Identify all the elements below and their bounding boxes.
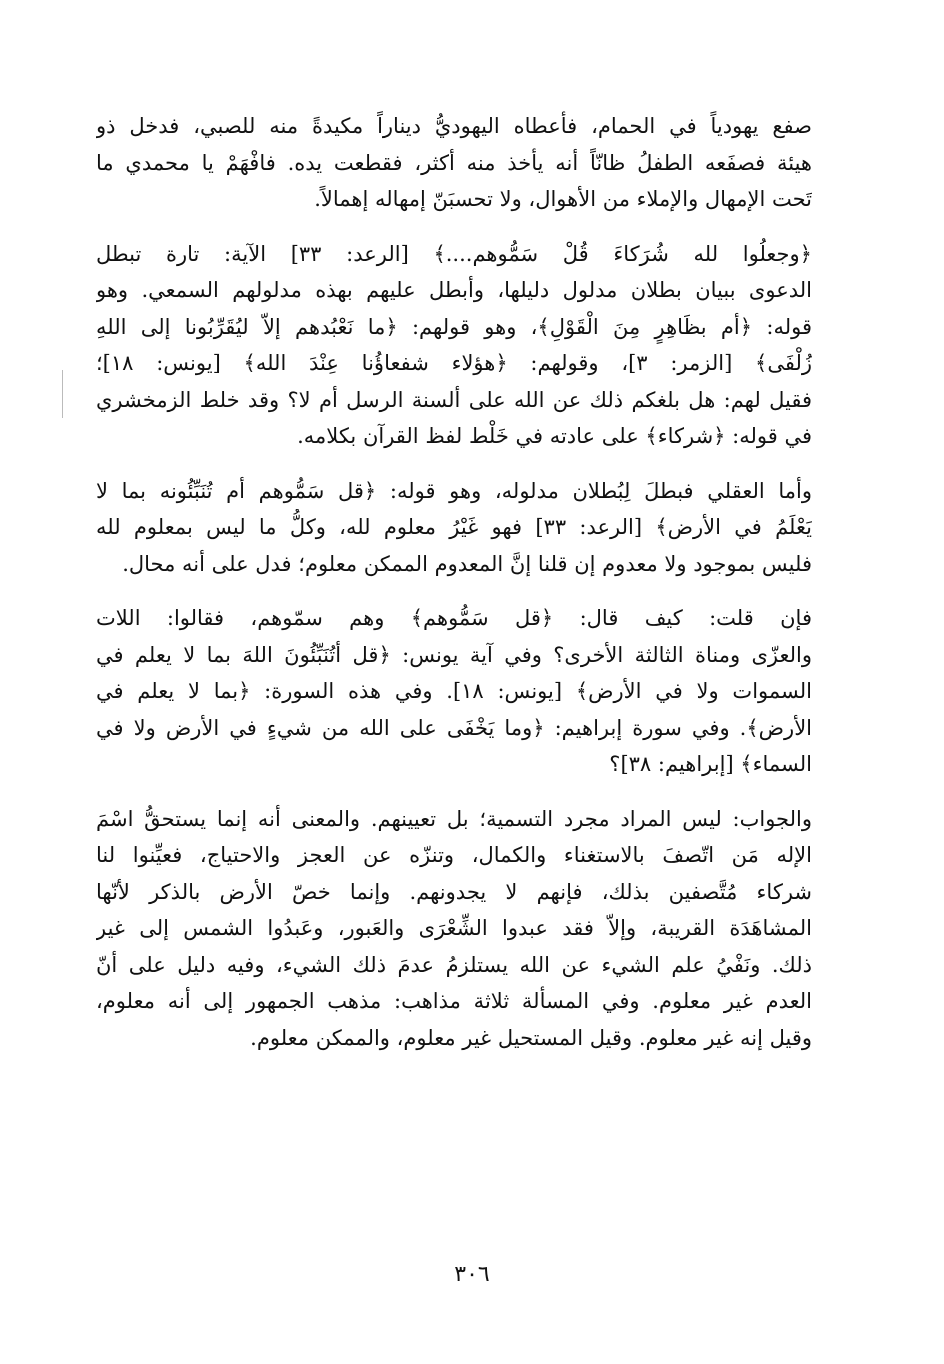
text-line: يَعْلَمُ في الأرض﴾ [الرعد: ٣٣] فهو غَيْرُ معلوم لله، وكلُّ ما ليس بمعلوم لله (96, 515, 812, 539)
text-line: زُلْفَى﴾ [الزمر: ٣]، وقولهم: ﴿هؤلاء شفعاؤُنا عِنْدَ الله﴾ [يونس: ١٨]؛ (96, 351, 812, 375)
text-line: وأما العقلي فبطلَ لِبُطلان مدلوله، وهو قوله: ﴿قل سَمُّوهم أم تُنَبِّئُونه بما لا (96, 478, 812, 503)
text-line: الدعوى ببيان بطلان مدلول دليلها، وأبطل عليهم بهذه مدلولهم السمعي. وهو (96, 278, 812, 302)
text-line: الأرض﴾. وفي سورة إبراهيم: ﴿وما يَخْفَى على الله من شيءٍ في الأرض ولا في (96, 715, 812, 740)
text-line: تَحت الإمهال والإملاء من الأهوال، ولا تحسبَنّ إمهاله إهمالاً. (314, 187, 812, 211)
document-body (96, 108, 812, 1074)
text-line: في قوله: ﴿شركاء﴾ على عادته في خَلْط لفظ القرآن بكلامه. (297, 424, 812, 448)
text-line: ﴿وجعلُوا لله شُرَكاءَ قُلْ سَمُّوهم....﴾ [الرعد: ٣٣] الآية: تارة تبطل (96, 241, 812, 266)
paragraph-4 (96, 600, 812, 783)
text-line: هيئة فصفَعه الطفلُ ظانّاً أنه يأخذ منه أكثر، فقطعت يده. فافْهَمْ يا محمدي ما (96, 150, 812, 175)
text-line: فليس بموجود ولا معدوم إن قلنا إنَّ المعدوم الممكن معلوم؛ فدل على أنه محال. (122, 551, 812, 576)
scan-mark (62, 370, 63, 418)
page-number: ٣٠٦ (454, 1262, 490, 1287)
text-line: ذلك. ونَفْيُ علم الشيء عن الله يستلزمُ عدمَ ذلك الشيء، وفيه دليل على أنّ (96, 952, 812, 977)
paragraph-1 (96, 108, 812, 218)
text-line: صفع يهودياً في الحمام، فأعطاه اليهوديُّ ديناراً مكيدةً منه للصبي، فدخل ذو (96, 114, 812, 138)
text-line: والجواب: ليس المراد مجرد التسمية؛ بل تعيينهم. والمعنى أنه إنما يستحقُّ اسْمَ (96, 806, 812, 831)
paragraph-5 (96, 801, 812, 1057)
text-line: الإله مَن اتّصفَ بالاستغناء والكمال، وتنزّه عن العجز والاحتياج، فعيِّنوا لنا (96, 843, 812, 867)
text-line: فإن قلت: كيف قال: ﴿قل سَمُّوهم﴾ وهم سمّوهم، فقالوا: اللات (96, 606, 812, 630)
text-line: والعزّى ومناة الثالثة الأخرى؟ وفي آية يونس: ﴿قل أتُنَبِّئُونَ اللهَ بما لا يعلم في (96, 642, 812, 667)
text-line: المشاهَدَة القريبة، وإلاّ فقد عبدوا الشِّعْرَى والعَبور، وعَبدُوا الشمس إلى غير (96, 916, 812, 940)
text-line: شركاء مُتَّصفين بذلك، فإنهم لا يجدونهم. وإنما خصّ الأرض بالذكر لأنّها (96, 879, 812, 904)
text-line: السماء﴾ [إبراهيم: ٣٨]؟ (609, 752, 812, 776)
paragraph-3 (96, 473, 812, 583)
text-line: فقيل لهم: هل بلغكم ذلك عن الله على ألسنة الرسل أم لا؟ وقد خلط الزمخشري (96, 387, 812, 412)
text-line: قوله: ﴿أم بظَاهِرٍ مِنَ الْقَوْلِ﴾، وهو قولهم: ﴿ما نَعْبُدهم إلاّ ليُقَرِّبُونا إلى اللهِ (96, 314, 812, 339)
text-line: السموات ولا في الأرض﴾ [يونس: ١٨]. وفي هذه السورة: ﴿بما لا يعلم في (96, 679, 812, 703)
paragraph-2 (96, 236, 812, 455)
text-line: وقيل إنه غير معلوم. وقيل المستحيل غير معلوم، والممكن معلوم. (250, 1025, 812, 1050)
text-line: العدم غير معلوم. وفي المسألة ثلاثة مذاهب: مذهب الجمهور إلى أنه معلوم، (96, 989, 812, 1013)
